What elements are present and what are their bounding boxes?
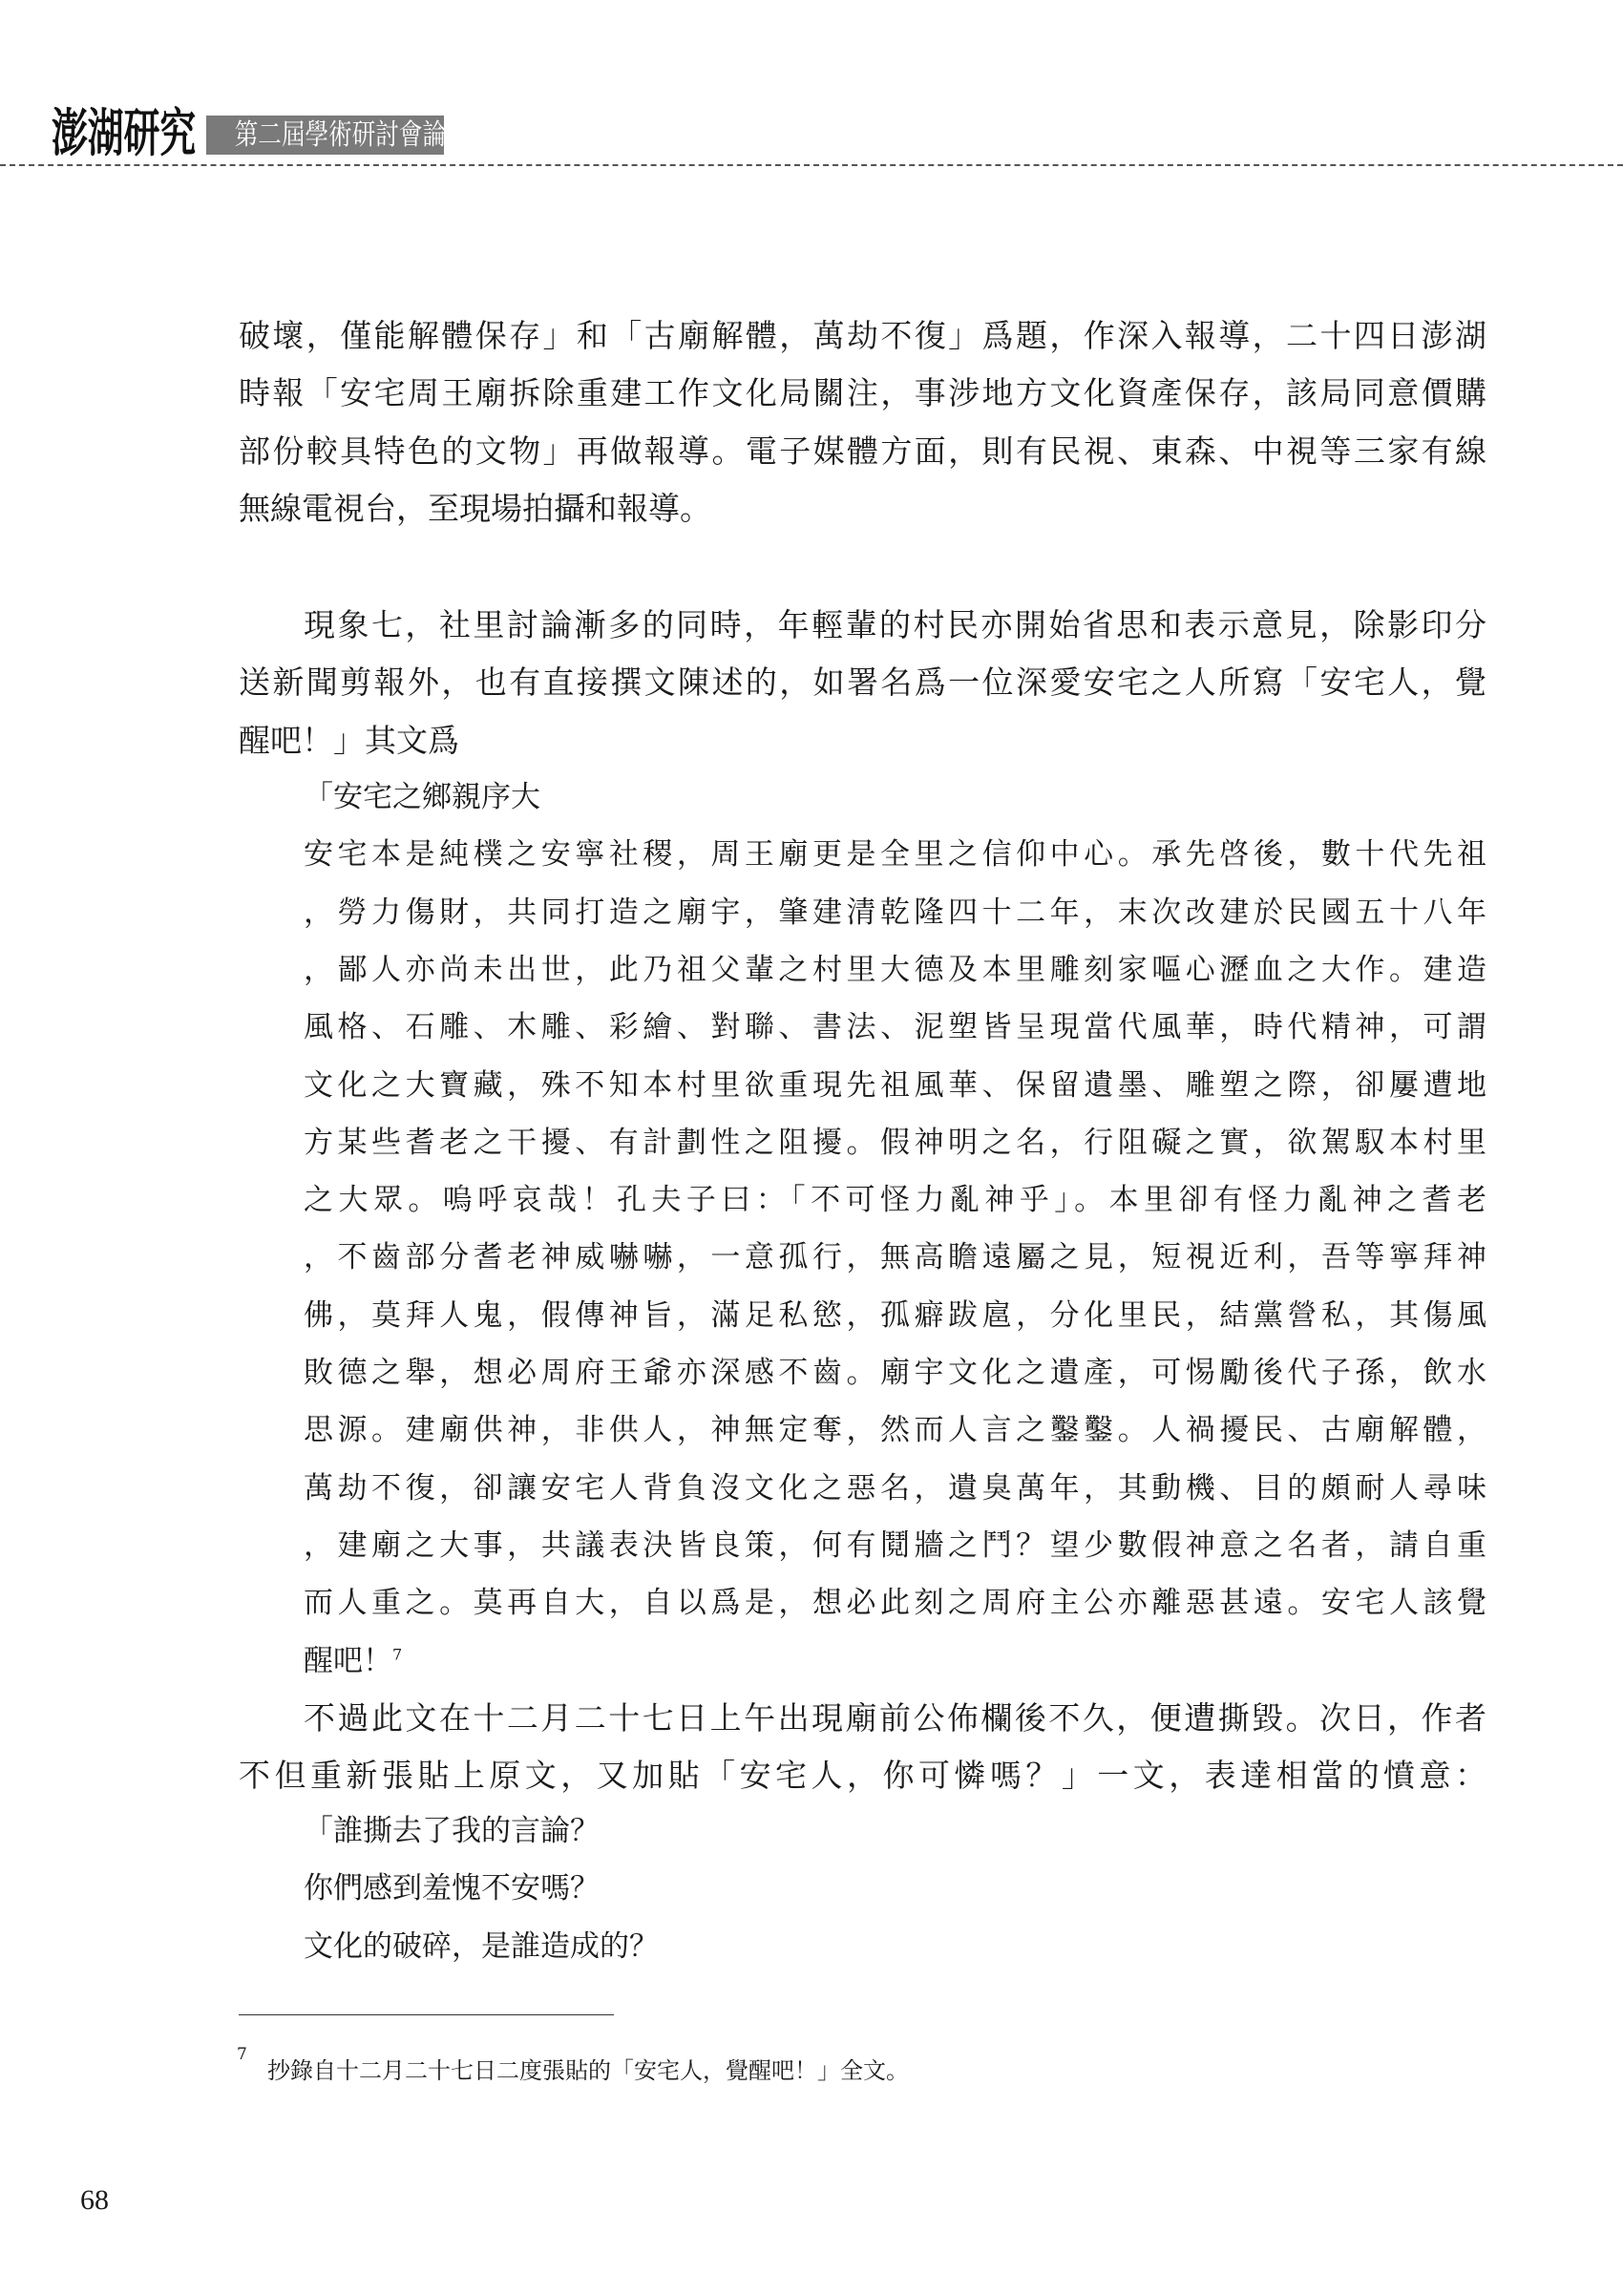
- quote-line: [304, 1064, 1486, 1106]
- quote2-line: 你們感到羞愧不安嗎？: [304, 1871, 600, 1906]
- header-divider: [0, 164, 1623, 166]
- quote-line: [304, 1582, 1486, 1624]
- quote-text: 萬劫不復，卻讓安宅人背負沒文化之惡名，遺臭萬年，其動機、目的頗耐人尋味: [304, 1470, 1486, 1506]
- quote-text: ，不齒部分耆老神威嚇嚇，一意孤行，無高瞻遠屬之見，短視近利，吾等寧拜神: [304, 1240, 1486, 1275]
- paragraph3-line: 不過此文在十二月二十七日上午出現廟前公佈欄後不久，便遭撕毀。次日，作者: [304, 1699, 1486, 1737]
- quote-text: 安宅本是純樸之安寧社稷，周王廟更是全里之信仰中心。承先啓後，數十代先祖: [304, 837, 1486, 873]
- quote-text: 風格、石雕、木雕、彩繪、對聯、書法、泥塑皆呈現當代風華，時代精神，可謂: [304, 1010, 1486, 1045]
- volume-label: 第二屆學術研討會論文輯: [234, 118, 494, 152]
- footnote-text: 抄錄自十二月二十七日二度張貼的「安宅人，覺醒吧！」全文。: [267, 2057, 909, 2084]
- paragraph1-line: 無線電視台，至現場拍攝和報導。: [239, 489, 711, 527]
- paragraph1-line: 時報「安宅周王廟拆除重建工作文化局關注，事涉地方文化資產保存，該局同意價購: [239, 374, 1486, 412]
- quote-text: 思源。建廟供神，非供人，神無定奪，然而人言之鑿鑿。人禍擾民、古廟解體，: [304, 1413, 1486, 1448]
- quote-line: [304, 1122, 1486, 1164]
- quote-line: [304, 1525, 1486, 1567]
- quote-text: 文化之大寶藏，殊不知本村里欲重現先祖風華、保留遺墨、雕塑之際，卻屢遭地: [304, 1067, 1486, 1103]
- quote-line: [304, 1409, 1486, 1451]
- quote-line: [304, 892, 1486, 934]
- quote-line: [304, 1006, 1486, 1048]
- footnote-number: 7: [237, 2045, 247, 2064]
- volume-label-badge: [206, 116, 494, 155]
- page-number: 68: [80, 2184, 109, 2216]
- journal-title: 澎湖研究: [52, 102, 197, 163]
- quote-text: 之大眾。嗚呼哀哉！孔夫子曰：「不可怪力亂神乎」。本里卻有怪力亂神之耆老: [304, 1183, 1486, 1218]
- quote-text: ，勞力傷財，共同打造之廟宇，肇建清乾隆四十二年，末次改建於民國五十八年: [304, 895, 1486, 930]
- quote-text: 敗德之舉，想必周府王爺亦深感不齒。廟宇文化之遺產，可惕勵後代子孫，飲水: [304, 1356, 1486, 1390]
- paragraph2-line: 送新聞剪報外，也有直接撰文陳述的，如署名爲一位深愛安宅之人所寫「安宅人，覺: [239, 664, 1486, 702]
- quote2-line: 「誰撕去了我的言論？: [304, 1814, 600, 1848]
- quote2-line: 文化的破碎，是誰造成的？: [304, 1928, 659, 1964]
- footnote-divider: [239, 2014, 614, 2015]
- quote-text: 方某些耆老之干擾、有計劃性之阻擾。假神明之名，行阻礙之實，欲駕馭本村里: [304, 1125, 1486, 1160]
- quote-line: [304, 833, 1486, 875]
- quote-text: ，鄙人亦尚未出世，此乃祖父輩之村里大德及本里雕刻家嘔心瀝血之大作。建造: [304, 952, 1486, 987]
- quote-line: [304, 1295, 1486, 1337]
- paragraph1-line: 破壞，僅能解體保存」和「古廟解體，萬劫不復」爲題，作深入報導，二十四日澎湖: [239, 317, 1486, 354]
- quote-text: 而人重之。莫再自大，自以爲是，想必此刻之周府主公亦離惡甚遠。安宅人該覺: [304, 1586, 1486, 1621]
- quote-line: [304, 1352, 1486, 1394]
- quote-text: 醒吧！: [304, 1643, 392, 1678]
- quote-text: ，建廟之大事，共議表決皆良策，何有鬩牆之鬥？望少數假神意之名者，請自重: [304, 1527, 1486, 1563]
- quote-line: [304, 949, 1486, 991]
- quote-line: [304, 1640, 1486, 1682]
- paragraph2-line: 現象七，社里討論漸多的同時，年輕輩的村民亦開始省思和表示意見，除影印分: [304, 606, 1486, 643]
- paragraph1-line: 部份較具特色的文物」再做報導。電子媒體方面，則有民視、東森、中視等三家有線: [239, 432, 1486, 470]
- quote-line: [304, 776, 1486, 818]
- quote-line: [304, 1236, 1486, 1278]
- paragraph3-line: 不但重新張貼上原文，又加貼「安宅人，你可憐嗎？」一文，表達相當的憤意：: [239, 1757, 1486, 1795]
- quote-line: [304, 1179, 1486, 1221]
- quote-text: 佛，莫拜人鬼，假傳神旨，滿足私慾，孤癖跋扈，分化里民，結黨營私，其傷風: [304, 1297, 1486, 1333]
- quote-text: 「安宅之鄉親序大: [304, 780, 540, 814]
- quote-line: [304, 1467, 1486, 1509]
- footnote-reference[interactable]: 7: [392, 1645, 403, 1664]
- paragraph2-line: 醒吧！」其文爲: [239, 721, 459, 759]
